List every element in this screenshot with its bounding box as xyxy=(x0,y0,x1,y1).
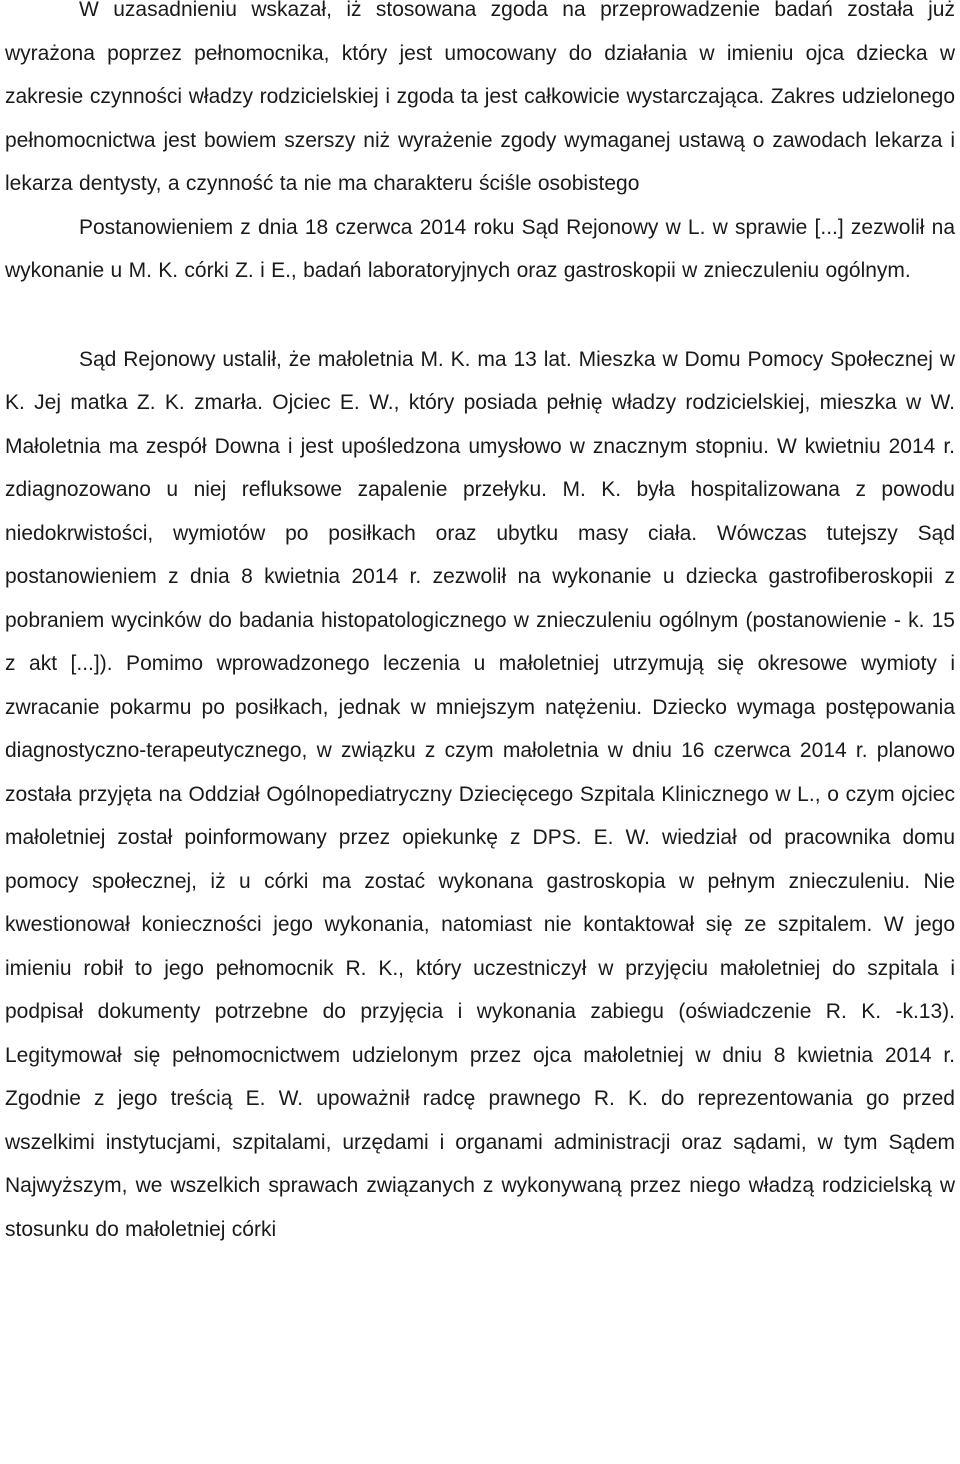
document-page xyxy=(5,0,955,1251)
paragraph-findings: Sąd Rejonowy ustalił, że małoletnia M. K. ma 13 lat. Mieszka w Domu Pomocy Społecznej w K. Jej matka Z. K. zmarła. Ojciec E. W., który posiada pełnię władzy rodzicielskiej, mieszka w W. Małoletnia ma zespół Downa i jest upośledzona umysłowo w znacznym stopniu. W kwietniu 2014 r. zdiagnozowano u niej refluksowe zapalenie przełyku. M. K. była hospitalizowana z powodu niedokrwistości, wymiotów po posiłkach oraz ubytku masy ciała. Wówczas tutejszy Sąd postanowieniem z dnia 8 kwietnia 2014 r. zezwolił na wykonanie u dziecka gastrofiberoskopii z pobraniem wycinków do badania histopatologicznego w znieczuleniu ogólnym (postanowienie - k. 15 z akt [...]). Pomimo wprowadzonego leczenia u małoletniej utrzymują się okresowe wymioty i zwracanie pokarmu po posiłkach, jednak w mniejszym natężeniu. Dziecko wymaga postępowania diagnostyczno-terapeutycznego, w związku z czym małoletnia w dniu 16 czerwca 2014 r. planowo została przyjęta na Oddział Ogólnopediatryczny Dziecięcego Szpitala Klinicznego w L., o czym ojciec małoletniej został poinformowany przez opiekunkę z DPS. E. W. wiedział od pracownika domu pomocy społecznej, iż u córki ma zostać wykonana gastroskopia w pełnym znieczuleniu. Nie kwestionował konieczności jego wykonania, natomiast nie kontaktował się ze szpitalem. W jego imieniu robił to jego pełnomocnik R. K., który uczestniczył w przyjęciu małoletniej do szpitala i podpisał dokumenty potrzebne do przyjęcia i wykonania zabiegu (oświadczenie R. K. -k.13). Legitymował się pełnomocnictwem udzielonym przez ojca małoletniej w dniu 8 kwietnia 2014 r. Zgodnie z jego treścią E. W. upoważnił radcę prawnego R. K. do reprezentowania go przed wszelkimi instytucjami, szpitalami, urzędami i organami administracji oraz sądami, w tym Sądem Najwyższym, we wszelkich sprawach związanych z wykonywaną przez niego władzą rodzicielską w stosunku do małoletniej córki xyxy=(5,347,955,1241)
paragraph-justification: W uzasadnieniu wskazał, iż stosowana zgoda na przeprowadzenie badań została już wyrażona poprzez pełnomocnika, który jest umocowany do działania w imieniu ojca dziecka w zakresie czynności władzy rodzicielskiej i zgoda ta jest całkowicie wystarczająca. Zakres udzielonego pełnomocnictwa jest bowiem szerszy niż wyrażenie zgody wymaganej ustawą o zawodach lekarza i lekarza dentysty, a czynność ta nie ma charakteru ściśle osobistego xyxy=(5,0,955,195)
paragraph-decision: Postanowieniem z dnia 18 czerwca 2014 roku Sąd Rejonowy w L. w sprawie [...] zezwolił na wykonanie u M. K. córki Z. i E., badań laboratoryjnych oraz gastroskopii w znieczuleniu ogólnym. xyxy=(5,215,955,282)
